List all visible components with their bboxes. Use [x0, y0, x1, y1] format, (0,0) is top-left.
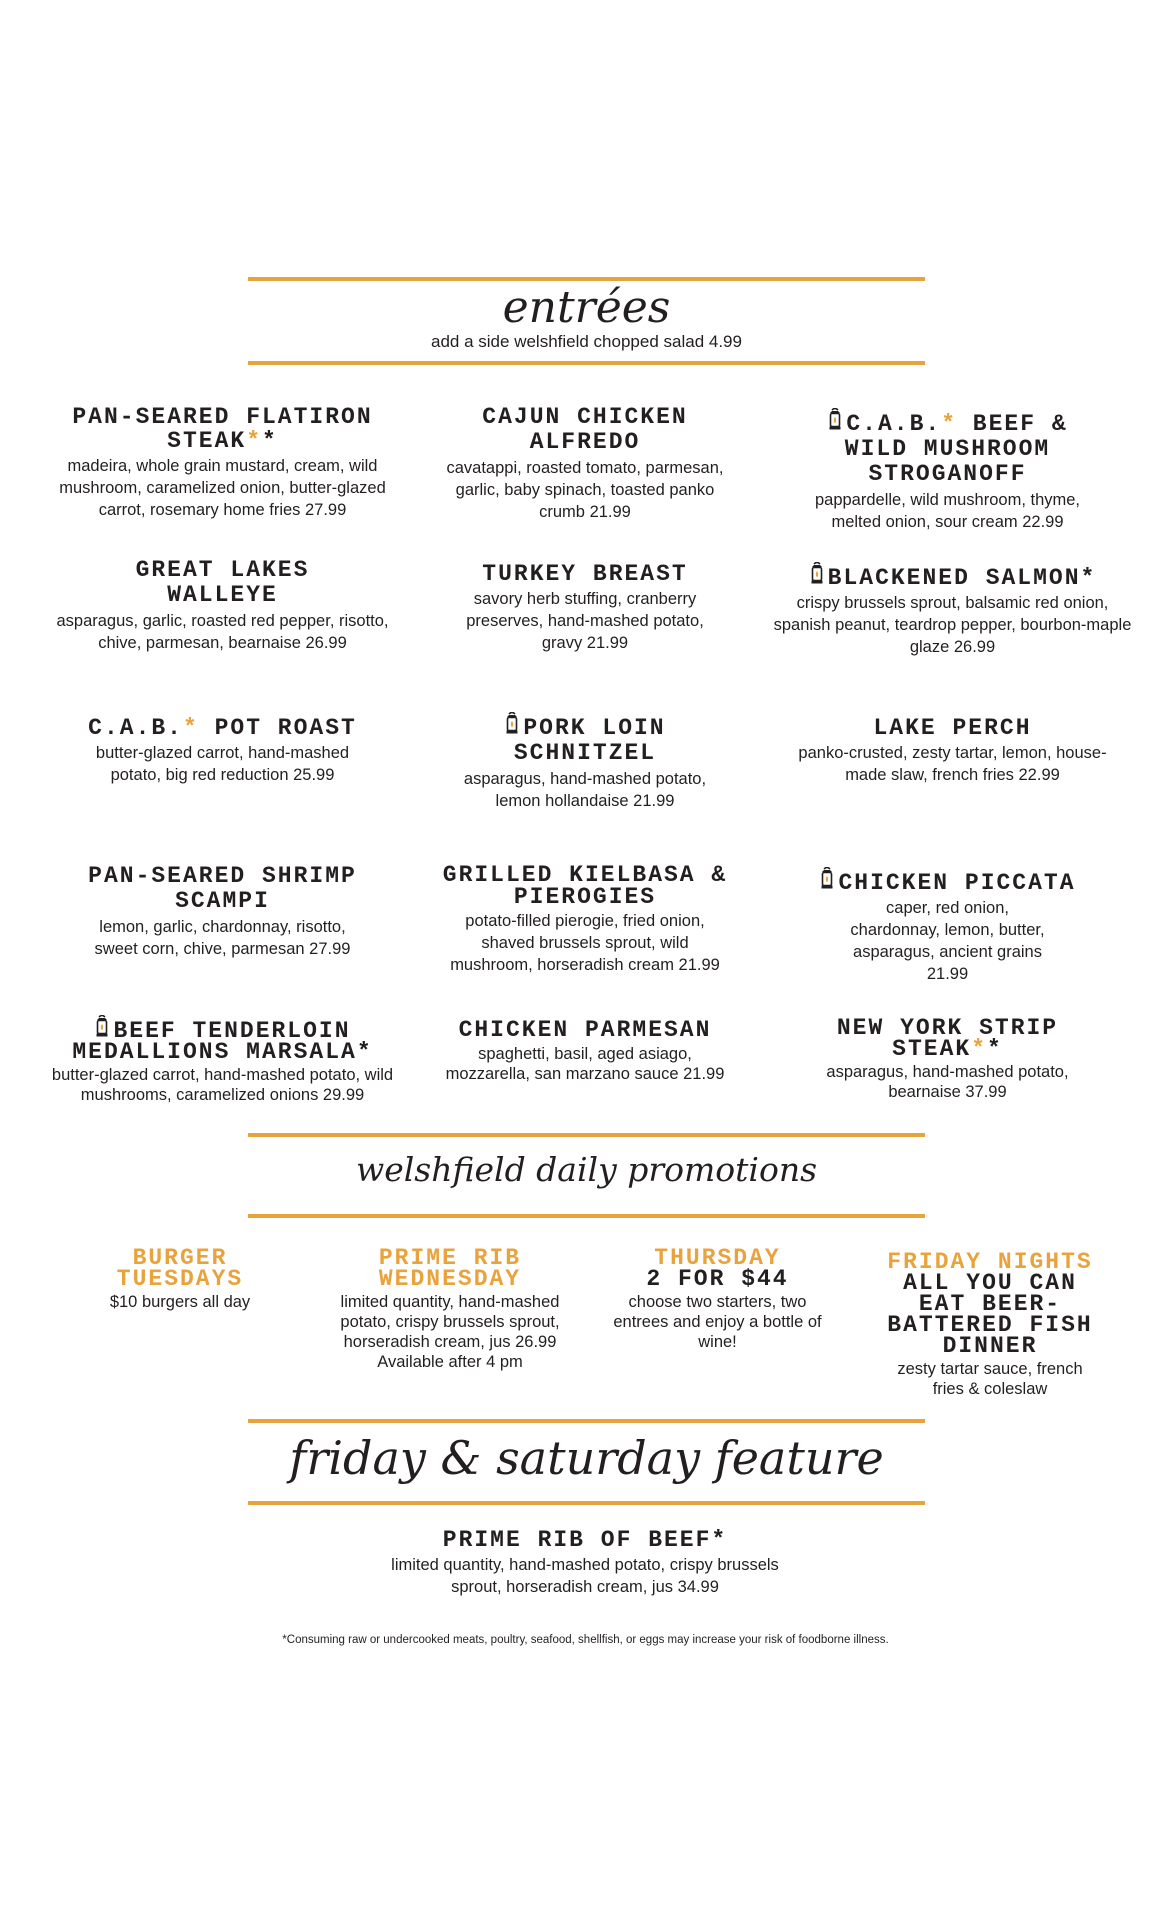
- feature-heading: friday & saturday feature: [289, 1431, 884, 1485]
- promo-friday-nights: [865, 1249, 1115, 1399]
- entree-new-york-strip: [800, 1015, 1095, 1102]
- entree-description: asparagus, garlic, roasted red pepper, risotto, chive, parmesan, bearnaise 26.99: [56, 612, 389, 652]
- entree-title: BEEF TENDERLOIN MEDALLIONS MARSALA*: [45, 1015, 400, 1063]
- promo-burger-tuesdays: [90, 1245, 270, 1312]
- entree-description: cavatappi, roasted tomato, parmesan, garlic, baby spinach, toasted panko crumb 21.99: [446, 459, 724, 521]
- promo-title: THURSDAY: [654, 1245, 781, 1271]
- entree-title: PAN-SEARED SHRIMP SCAMPI: [88, 863, 357, 914]
- promo-title: FRIDAY NIGHTS: [887, 1249, 1093, 1275]
- feature-title: PRIME RIB OF BEEF*: [442, 1527, 728, 1553]
- lantern-icon: [504, 712, 520, 736]
- lantern-icon: [809, 562, 825, 586]
- promo-title: PRIME RIB WEDNESDAY: [378, 1245, 522, 1292]
- promo-description: zesty tartar sauce, french fries & coleslaw: [897, 1360, 1083, 1398]
- entree-turkey-breast: [455, 562, 715, 654]
- entree-description: pappardelle, wild mushroom, thyme, melted onion, sour cream 22.99: [814, 491, 1081, 531]
- feature-prime-rib: [345, 1528, 825, 1598]
- entree-title: CHICKEN PICCATA: [790, 867, 1105, 895]
- entree-title: NEW YORK STRIP STEAK**: [836, 1015, 1059, 1062]
- foodborne-disclaimer: *Consuming raw or undercooked meats, poultry, seafood, shellfish, or eggs may increase your risk of foodborne illness.: [282, 1634, 889, 1646]
- promo-subtitle: 2 FOR $44: [646, 1266, 789, 1292]
- entree-description: butter-glazed carrot, hand-mashed potato, wild mushrooms, caramelized onions 29.99: [51, 1066, 394, 1104]
- entree-title: GRILLED KIELBASA & PIEROGIES: [442, 862, 728, 910]
- entree-description: caper, red onion, chardonnay, lemon, butter, asparagus, ancient grains 21.99: [850, 899, 1045, 983]
- promo-description: limited quantity, hand-mashed potato, crispy brussels sprout, horseradish cream, jus 26.99: [340, 1293, 560, 1351]
- entree-title: TURKEY BREAST: [482, 561, 688, 587]
- entree-description: panko-crusted, zesty tartar, lemon, house-made slaw, french fries 22.99: [798, 744, 1107, 784]
- entree-great-lakes-walleye: [40, 558, 405, 654]
- entree-title: C.A.B.* POT ROAST: [88, 715, 357, 741]
- entree-title: BLACKENED SALMON*: [770, 562, 1135, 590]
- entree-title: PORK LOIN SCHNITZEL: [455, 712, 715, 766]
- entree-shrimp-scampi: [80, 864, 365, 960]
- feature-top-rule: [248, 1419, 925, 1423]
- entree-description: savory herb stuffing, cranberry preserves, hand-mashed potato, gravy 21.99: [466, 590, 704, 652]
- lantern-icon: [819, 867, 835, 891]
- entree-description: spaghetti, basil, aged asiago, mozzarella, san marzano sauce 21.99: [445, 1045, 725, 1083]
- promotions-heading: welshfield daily promotions: [355, 1150, 818, 1189]
- lantern-icon: [94, 1015, 110, 1039]
- entree-flatiron-steak: [40, 405, 405, 521]
- entree-description: butter-glazed carrot, hand-mashed potato, big red reduction 25.99: [95, 744, 350, 784]
- entree-description: asparagus, hand-mashed potato, bearnaise 37.99: [826, 1063, 1069, 1101]
- entree-cajun-chicken-alfredo: [445, 405, 725, 523]
- promotions-top-rule: [248, 1133, 925, 1137]
- entree-title: CHICKEN PARMESAN: [458, 1017, 712, 1043]
- entree-title: GREAT LAKES WALLEYE: [135, 557, 310, 608]
- entree-chicken-parmesan: [435, 1018, 735, 1084]
- entree-title: LAKE PERCH: [873, 715, 1032, 741]
- feature-description: limited quantity, hand-mashed potato, crispy brussels sprout, horseradish cream, jus 34.99: [391, 1556, 779, 1596]
- promo-title: BURGER TUESDAYS: [116, 1245, 244, 1292]
- entree-description: lemon, garlic, chardonnay, risotto, sweet corn, chive, parmesan 27.99: [94, 918, 351, 958]
- entree-title: C.A.B.* BEEF & WILD MUSHROOM STROGANOFF: [790, 408, 1105, 487]
- entrees-bottom-rule: [248, 361, 925, 365]
- entree-description: potato-filled pierogie, fried onion, shaved brussels sprout, wild mushroom, horseradish cream 21.99: [450, 912, 720, 974]
- promo-description: choose two starters, two entrees and enjoy a bottle of wine!: [613, 1293, 822, 1351]
- promo-note: Available after 4 pm: [377, 1353, 523, 1371]
- entree-title: CAJUN CHICKEN ALFREDO: [482, 404, 688, 455]
- entree-pork-loin-schnitzel: [455, 712, 715, 812]
- entree-blackened-salmon: [770, 562, 1135, 658]
- promo-description: $10 burgers all day: [109, 1293, 251, 1311]
- entrees-subtitle: add a side welshfield chopped salad 4.99: [431, 332, 742, 351]
- entree-title: PAN-SEARED FLATIRON STEAK**: [72, 404, 373, 454]
- entrees-heading: entrées: [502, 282, 671, 333]
- entree-pot-roast: [70, 716, 375, 786]
- feature-bottom-rule: [248, 1501, 925, 1505]
- entree-kielbasa-pierogies: [440, 864, 730, 976]
- promo-thursday: [590, 1245, 845, 1352]
- entree-description: madeira, whole grain mustard, cream, wild mushroom, caramelized onion, butter-glazed carrot, rosemary home fries 27.99: [59, 457, 386, 519]
- entree-chicken-piccata: [790, 867, 1105, 985]
- entrees-top-rule: [248, 277, 925, 281]
- entree-lake-perch: [785, 716, 1120, 786]
- entree-beef-stroganoff: [790, 408, 1105, 533]
- entree-description: asparagus, hand-mashed potato, lemon hollandaise 21.99: [463, 770, 707, 810]
- lantern-icon: [827, 408, 843, 432]
- entree-description: crispy brussels sprout, balsamic red onion, spanish peanut, teardrop pepper, bourbon-maple glaze 26.99: [773, 594, 1132, 656]
- entree-beef-medallions-marsala: [45, 1015, 400, 1105]
- promotions-bottom-rule: [248, 1214, 925, 1218]
- promo-prime-rib-wednesday: [335, 1245, 565, 1372]
- promo-subtitle: ALL YOU CAN EAT BEER-BATTERED FISH DINNER: [887, 1270, 1093, 1359]
